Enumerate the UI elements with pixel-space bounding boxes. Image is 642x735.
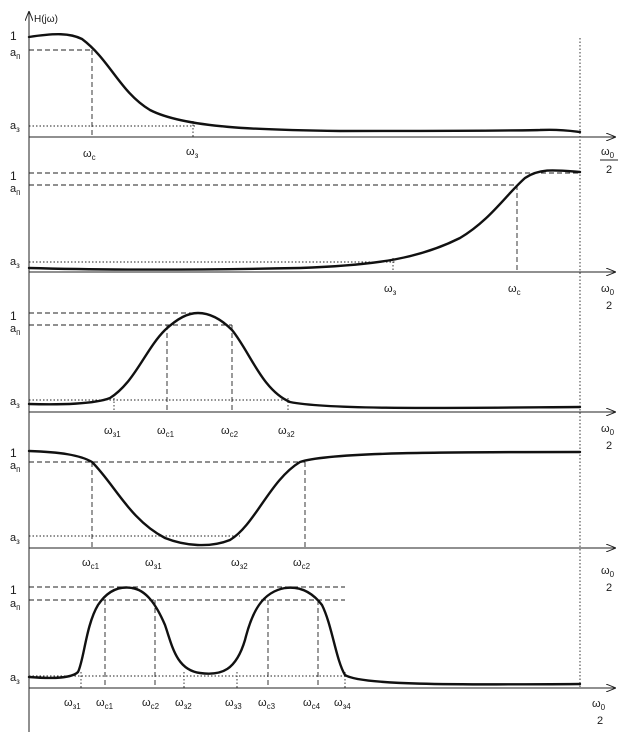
freq-mark-label: $\omega_{з1}$ [64, 697, 81, 711]
nyquist-label-numerator: $\omega_0$ [592, 698, 606, 712]
nyquist-label-numerator: $\omega_0$ [601, 283, 615, 297]
nyquist-label-numerator: $\omega_0$ [601, 146, 615, 160]
lowpass-response-curve [29, 34, 580, 132]
level-s-label: $a_з$ [10, 532, 20, 546]
panel-highpass [10, 169, 615, 312]
nyquist-label-denominator: 2 [597, 715, 604, 727]
bandstop-response-curve [29, 451, 580, 545]
level-one-label: 1 [10, 446, 17, 460]
freq-mark-label: $\omega_{з2}$ [278, 425, 295, 439]
panel-bandpass [10, 309, 615, 452]
nyquist-label-numerator: $\omega_0$ [601, 565, 615, 579]
freq-mark-label: $\omega_{с1}$ [82, 557, 100, 571]
nyquist-label-denominator: 2 [606, 582, 613, 594]
multiband-response-curve [29, 588, 580, 685]
level-one-label: 1 [10, 309, 17, 323]
nyquist-label-numerator: $\omega_0$ [601, 423, 615, 437]
level-p-label: $a_п$ [10, 460, 21, 474]
level-s-label: $a_з$ [10, 672, 20, 686]
level-p-label: $a_п$ [10, 323, 21, 337]
freq-mark-label: $\omega_{с2}$ [142, 697, 160, 711]
freq-mark-label: $\omega_з$ [186, 146, 199, 160]
level-one-label: 1 [10, 583, 17, 597]
panel-lowpass [10, 29, 618, 176]
level-one-label: 1 [10, 29, 17, 43]
freq-mark-label: $\omega_{з3}$ [225, 697, 242, 711]
freq-mark-label: $\omega_с$ [508, 283, 521, 297]
panel-bandstop [10, 446, 615, 594]
y-axis-label: H(jω) [34, 14, 58, 25]
nyquist-label-denominator: 2 [606, 300, 613, 312]
freq-mark-label: $\omega_{с2}$ [221, 425, 239, 439]
freq-mark-label: $\omega_с$ [83, 148, 96, 162]
freq-mark-label: $\omega_{з2}$ [231, 557, 248, 571]
nyquist-label-denominator: 2 [606, 440, 613, 452]
level-s-label: $a_з$ [10, 256, 20, 270]
level-s-label: $a_з$ [10, 396, 20, 410]
level-one-label: 1 [10, 169, 17, 183]
freq-mark-label: $\omega_{с4}$ [303, 697, 321, 711]
level-p-label: $a_п$ [10, 598, 21, 612]
level-p-label: $a_п$ [10, 183, 21, 197]
bandpass-response-curve [29, 313, 580, 408]
level-p-label: $a_п$ [10, 47, 21, 61]
nyquist-label-denominator: 2 [606, 164, 613, 176]
freq-mark-label: $\omega_з$ [384, 283, 397, 297]
level-s-label: $a_з$ [10, 120, 20, 134]
freq-mark-label: $\omega_{з1}$ [104, 425, 121, 439]
freq-mark-label: $\omega_{с2}$ [293, 557, 311, 571]
freq-mark-label: $\omega_{с1}$ [96, 697, 114, 711]
freq-mark-label: $\omega_{з4}$ [334, 697, 351, 711]
freq-mark-label: $\omega_{с3}$ [258, 697, 276, 711]
panel-multiband [10, 583, 615, 727]
freq-mark-label: $\omega_{с1}$ [157, 425, 175, 439]
freq-mark-label: $\omega_{з1}$ [145, 557, 162, 571]
freq-mark-label: $\omega_{з2}$ [175, 697, 192, 711]
